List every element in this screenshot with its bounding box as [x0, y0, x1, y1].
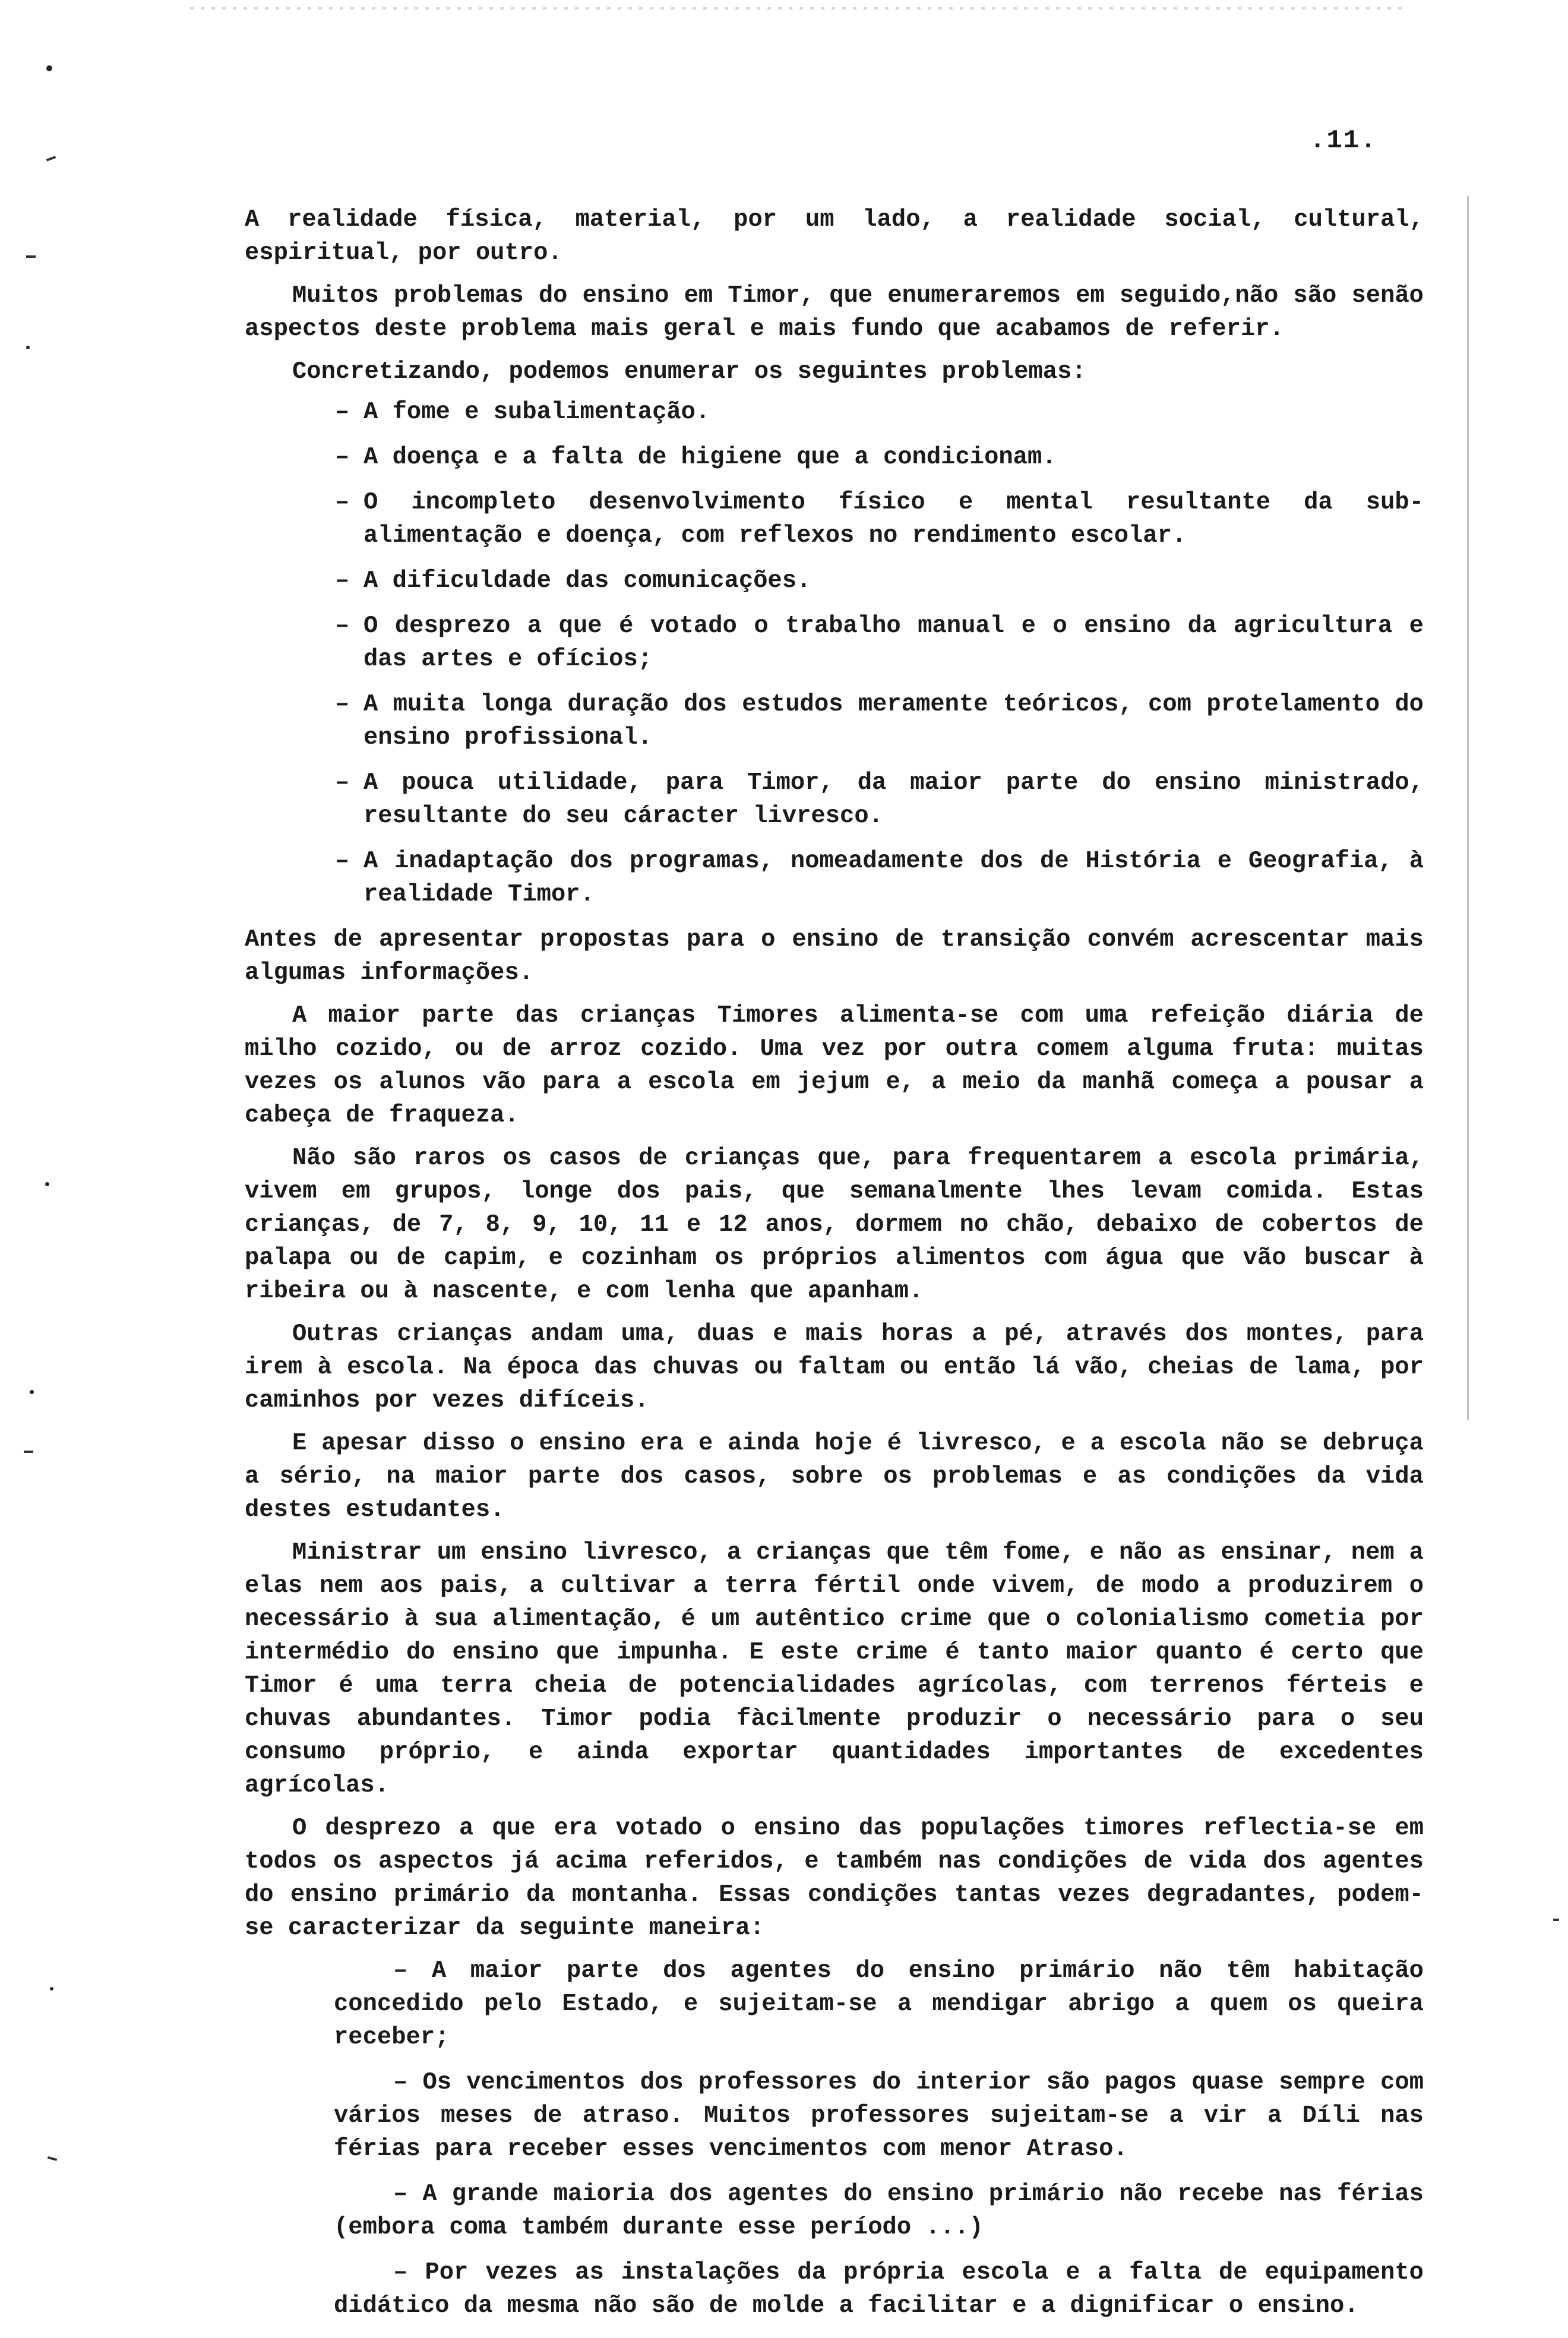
paragraph: A realidade física, material, por um lado, a realidade social, cultural, espiritual, por outro. [245, 206, 1424, 267]
paragraph: O desprezo a que era votado o ensino das populações timores reflectia-se em todos os aspectos já acima referidos, e também nas condições de vida dos agentes do ensino primário da montanha. Essas condições tantas vezes degradantes, podem-se caracterizar da seguinte maneira: [245, 1815, 1424, 1942]
list-item: – A muita longa duração dos estudos meramente teóricos, com protelamento do ensino profissional. [335, 691, 1424, 751]
paragraph: Muitos problemas do ensino em Timor, que enumeraremos em seguido,não são senão aspectos deste problema mais geral e mais fundo que acabamos de referir. [245, 282, 1424, 343]
scan-speck [26, 346, 30, 349]
list-item: – O desprezo a que é votado o trabalho manual e o ensino da agricultura e das artes e ofícios; [335, 612, 1424, 673]
list-item: – A inadaptação dos programas, nomeadamente dos de História e Geografia, à realidade Timor. [335, 848, 1424, 908]
paragraph: E apesar disso o ensino era e ainda hoje é livresco, e a escola não se debruça a sério, na maior parte dos casos, sobre os problemas e as condições da vida destes estudantes. [245, 1430, 1424, 1524]
conditions-list [245, 1954, 1424, 2323]
scan-speck [46, 156, 56, 161]
scan-speck [48, 2156, 57, 2161]
paragraph: Outras crianças andam uma, duas e mais horas a pé, através dos montes, para irem à escola. Na época das chuvas ou faltam ou então lá vão, cheias de lama, por caminhos por vezes difíceis. [245, 1320, 1424, 1414]
paragraph: A maior parte das crianças Timores alimenta-se com uma refeição diária de milho cozido, ou de arroz cozido. Uma vez por outra comem alguma fruta: muitas vezes os alunos vão para a escola em jejum e, a meio da manhã começa a pousar a cabeça de fraqueza. [245, 1002, 1424, 1129]
scan-speck [45, 1182, 49, 1186]
scan-speck [50, 1987, 53, 1991]
scan-speck [30, 1390, 34, 1394]
paragraph: Antes de apresentar propostas para o ensino de transição convém acrescentar mais algumas informações. [245, 926, 1424, 987]
scan-margin-line [1467, 196, 1469, 1420]
scan-speck [1553, 1919, 1559, 1921]
paragraph: Concretizando, podemos enumerar os seguintes problemas: [292, 358, 1086, 386]
list-item: – A grande maioria dos agentes do ensino primário não recebe nas férias (embora coma também durante esse período ...) [334, 2181, 1424, 2241]
paragraph: Não são raros os casos de crianças que, para frequentarem a escola primária, vivem em grupos, longe dos pais, que semanalmente lhes levam comida. Estas crianças, de 7, 8, 9, 10, 11 e 12 anos, dormem no chão, debaixo de cobertos de palapa ou de capim, e cozinham os próprios alimentos com água que vão buscar à ribeira ou à nascente, e com lenha que apanham. [245, 1145, 1424, 1305]
scan-speck [26, 255, 36, 258]
list-item: – A fome e subalimentação. [335, 399, 710, 426]
list-item: – Os vencimentos dos professores do interior são pagos quase sempre com vários meses de atraso. Muitos professores sujeitam-se a vir a Díli nas férias para receber esses vencimentos com menor Atraso. [334, 2069, 1424, 2163]
list-item: – A dificuldade das comunicações. [335, 567, 811, 595]
list-item: – A maior parte dos agentes do ensino primário não têm habitação concedido pelo Estado, e sujeitam-se a mendigar abrigo a quem os queira receber; [334, 1957, 1424, 2051]
paragraph: Ministrar um ensino livresco, a crianças que têm fome, e não as ensinar, nem a elas nem aos pais, a cultivar a terra fértil onde vivem, de modo a produzirem o necessário à sua alimentação, é um autêntico crime que o colonialismo cometia por intermédio do ensino que impunha. E este crime é tanto maior quanto é certo que Timor é uma terra cheia de potencialidades agrícolas, com terrenos férteis e chuvas abundantes. Timor podia fàcilmente produzir o necessário para o seu consumo próprio, e ainda exportar quantidades importantes de excedentes agrícolas. [245, 1539, 1424, 1799]
list-item: – A doença e a falta de higiene que a condicionam. [335, 444, 1057, 471]
list-item: – O incompleto desenvolvimento físico e mental resultante da sub-alimentação e doença, com reflexos no rendimento escolar. [335, 489, 1424, 549]
scan-speck [24, 1451, 33, 1453]
scan-noise-top [190, 7, 1408, 10]
problems-list [245, 396, 1424, 911]
document-body [245, 203, 1424, 2334]
scan-speck [46, 65, 52, 71]
list-item: – A pouca utilidade, para Timor, da maior parte do ensino ministrado, resultante do seu cáracter livresco. [335, 769, 1424, 830]
page-number: .11. [1310, 126, 1377, 156]
list-item: – Por vezes as instalações da própria escola e a falta de equipamento didático da mesma não são de molde a facilitar e a dignificar o ensino. [334, 2259, 1424, 2320]
